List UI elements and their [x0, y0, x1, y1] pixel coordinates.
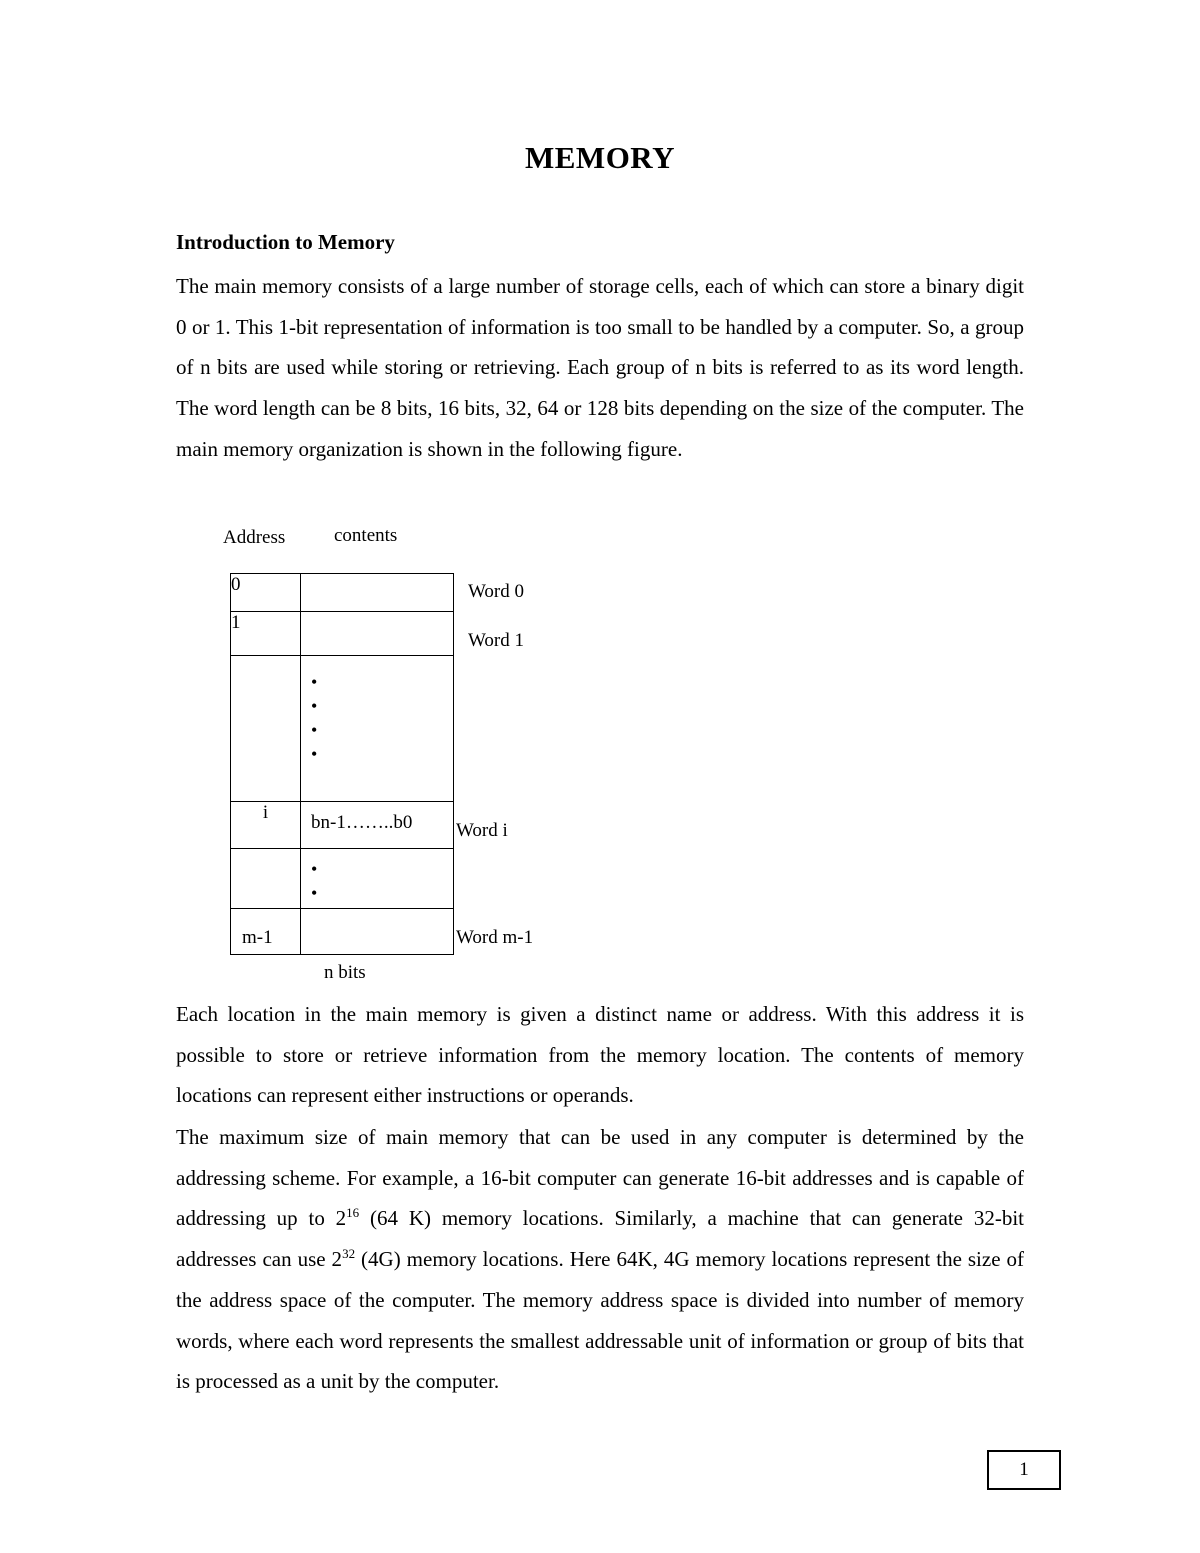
bullet-dot: • — [311, 859, 318, 879]
memory-table — [230, 573, 454, 955]
superscript: 32 — [342, 1246, 356, 1262]
contents-cell — [301, 656, 454, 802]
bullet-dot: • — [311, 696, 318, 716]
contents-cell: bn-1……..b0 — [301, 802, 454, 849]
address-cell: 0 — [231, 574, 301, 612]
memory-row — [231, 849, 454, 909]
contents-cell — [301, 612, 454, 656]
bullet-dot: • — [311, 744, 318, 764]
address-header: Address — [223, 527, 286, 548]
address-cell — [231, 849, 301, 909]
bullet-dot: • — [311, 883, 318, 903]
word-label: Word 0 — [468, 581, 524, 602]
text-run: (4G) memory locations. Here 64K, 4G memory locations represent the size of the address space of the computer. The memory address space is divided into number of memory words, where each word represents the smallest addressable unit of information or group of bits that is processed as a unit by the computer. — [176, 1247, 1024, 1394]
ellipsis-dots — [301, 849, 453, 905]
contents-cell — [301, 849, 454, 909]
n-bits-label: n bits — [324, 962, 366, 983]
word-label: Word m-1 — [456, 927, 534, 948]
superscript: 16 — [346, 1205, 360, 1221]
address-space-paragraph — [176, 1117, 1024, 1402]
address-cell: i — [231, 802, 301, 849]
bullet-dot: • — [311, 672, 318, 692]
address-cell: 1 — [231, 612, 301, 656]
memory-row — [231, 656, 454, 802]
word-label: Word 1 — [468, 630, 524, 651]
address-cell: m-1 — [231, 909, 301, 955]
section-heading: Introduction to Memory — [176, 230, 395, 254]
contents-cell — [301, 574, 454, 612]
memory-row — [231, 574, 454, 612]
ellipsis-dots — [301, 656, 453, 766]
bullet-dot: • — [311, 720, 318, 740]
text-run: (64 K) memory locations. Similarly, a machine that can generate 32-bit addresses can use 2 — [176, 1206, 1024, 1272]
address-paragraph: Each location in the main memory is given a distinct name or address. With this address it is possible to store or retrieve information from the memory location. The contents of memory locations can represent either instructions or operands. — [176, 1002, 1024, 1108]
memory-row — [231, 612, 454, 656]
text-run: The maximum size of main memory that can be used in any computer is determined by the addressing scheme. For example, a 16-bit computer can generate 16-bit addresses and is capable of addressing up to 2 — [176, 1125, 1024, 1231]
memory-row — [231, 802, 454, 849]
contents-cell — [301, 909, 454, 955]
page-number: 1 — [987, 1450, 1061, 1490]
page-title: MEMORY — [525, 140, 675, 175]
intro-paragraph: The main memory consists of a large number of storage cells, each of which can store a binary digit 0 or 1. This 1-bit representation of information is too small to be handled by a computer. So, a group of n bits are used while storing or retrieving. Each group of n bits is referred to as its word length. The word length can be 8 bits, 16 bits, 32, 64 or 128 bits depending on the size of the computer. The main memory organization is shown in the following figure. — [176, 274, 1024, 461]
memory-row — [231, 909, 454, 955]
contents-header: contents — [334, 525, 398, 546]
address-cell — [231, 656, 301, 802]
word-label: Word i — [456, 820, 508, 841]
